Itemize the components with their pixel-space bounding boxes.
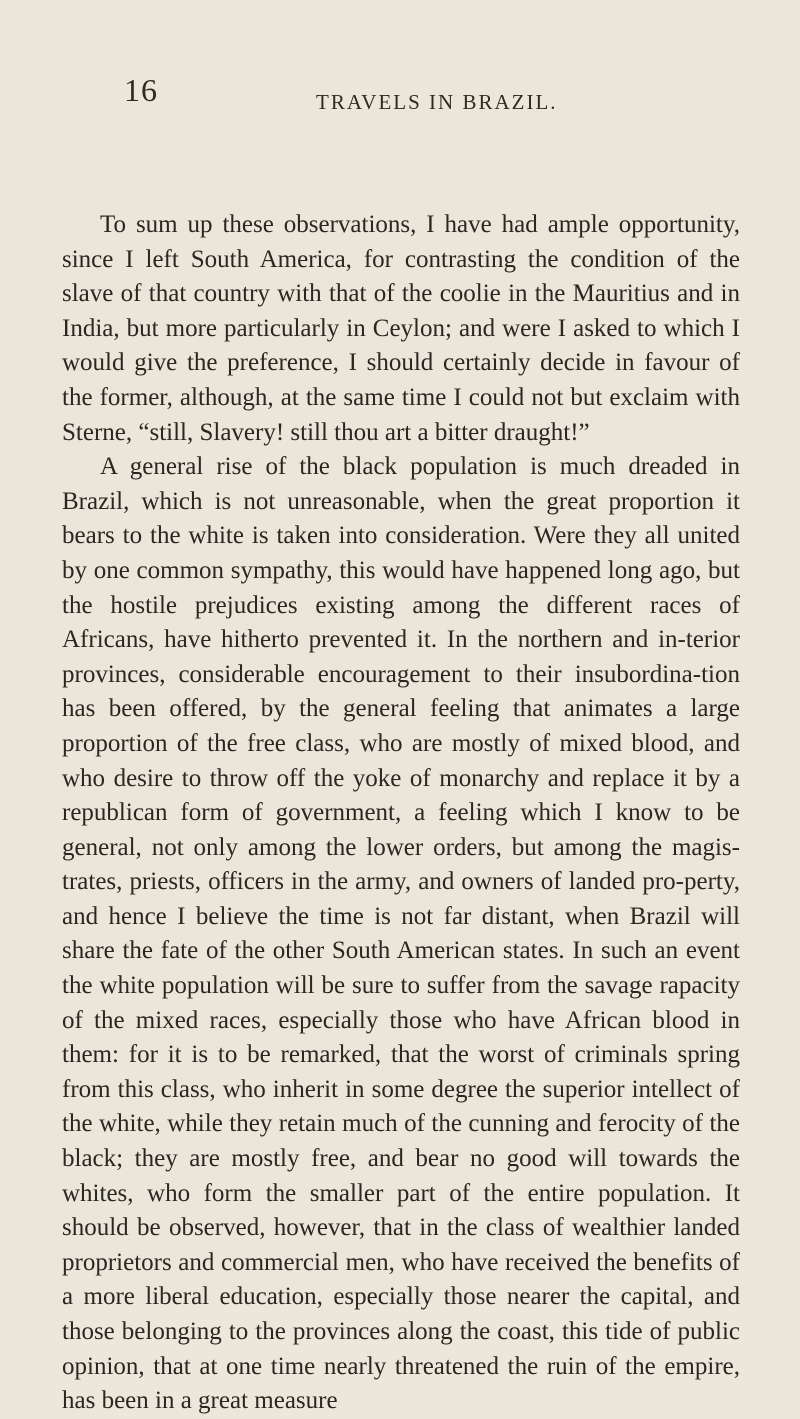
body-text bbox=[62, 208, 740, 1419]
paragraph: A general rise of the black population is much dreaded in Brazil, which is not unreasonable, when the great proportion it bears to the white is taken into consideration. Were they all united by one common sympathy, this would have happened long ago, but the hostile prejudices existing among the different races of Africans, have hitherto prevented it. In the northern and in-terior provinces, considerable encouragement to their insubordina-tion has been offered, by the general feeling that animates a large proportion of the free class, who are mostly of mixed blood, and who desire to throw off the yoke of monarchy and replace it by a republican form of government, a feeling which I know to be general, not only among the lower orders, but among the magis-trates, priests, officers in the army, and owners of landed pro-perty, and hence I believe the time is not far distant, when Brazil will share the fate of the other South American states. In such an event the white population will be sure to suffer from the savage rapacity of the mixed races, especially those who have African blood in them: for it is to be remarked, that the worst of criminals spring from this class, who inherit in some degree the superior intellect of the white, while they retain much of the cunning and ferocity of the black; they are mostly free, and bear no good will towards the whites, who form the smaller part of the entire population. It should be observed, however, that in the class of wealthier landed proprietors and commercial men, who have received the benefits of a more liberal education, especially those nearer the capital, and those belonging to the provinces along the coast, this tide of public opinion, that at one time nearly threatened the ruin of the empire, has been in a great measure bbox=[62, 453, 740, 1415]
paragraph: To sum up these observations, I have had ample opportunity, since I left South America, for contrasting the condition of the slave of that country with that of the coolie in the Mauritius and in India, but more particularly in Ceylon; and were I asked to which I would give the preference, I should certainly decide in favour of the former, although, at the same time I could not but exclaim with Sterne, “still, Slavery! still thou art a bitter draught!” bbox=[62, 211, 740, 446]
running-head: TRAVELS IN BRAZIL. bbox=[316, 90, 558, 114]
page-number: 16 bbox=[124, 72, 158, 108]
page-header bbox=[62, 72, 740, 120]
